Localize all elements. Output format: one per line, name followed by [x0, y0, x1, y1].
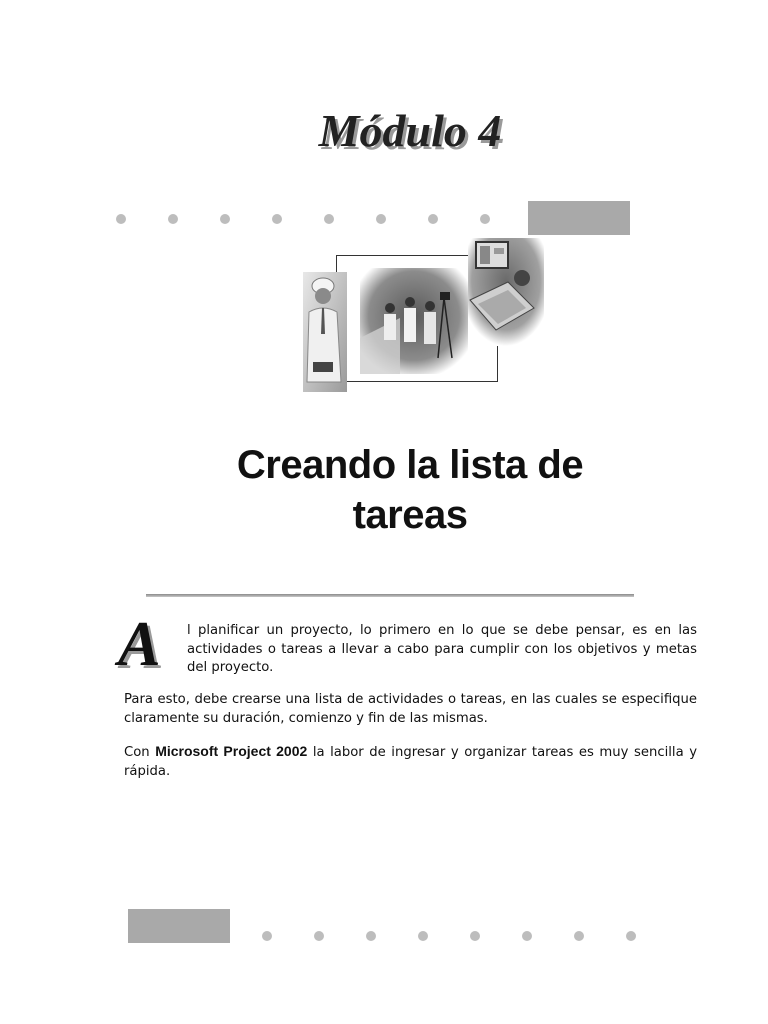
- top-gray-bar: [528, 201, 630, 235]
- chapter-heading-line2: tareas: [352, 493, 468, 537]
- paragraph-3-suffix: la labor de ingresar y organizar tareas es muy sencilla y rápida.: [124, 745, 697, 779]
- module-title: Módulo 4: [318, 105, 502, 156]
- decorative-dot: [418, 931, 428, 941]
- decorative-dot: [376, 214, 386, 224]
- decorative-dot: [522, 931, 532, 941]
- decorative-dot: [272, 214, 282, 224]
- decorative-dot: [220, 214, 230, 224]
- chapter-heading-line1: Creando la lista de: [236, 443, 584, 487]
- decorative-dot: [574, 931, 584, 941]
- decorative-dot: [324, 214, 334, 224]
- decorative-dot: [116, 214, 126, 224]
- decorative-dot: [470, 931, 480, 941]
- intro-paragraph-1: l planificar un proyecto, lo primero en lo que se debe pensar, es en las actividades o tareas a llevar a cabo para cumplir con los objetivos y metas del proyecto.: [187, 623, 697, 675]
- decorative-dot: [168, 214, 178, 224]
- decorative-dot: [480, 214, 490, 224]
- computer-workstation-photo: [468, 238, 544, 346]
- paragraph-3-prefix: Con: [124, 745, 156, 760]
- product-name: Microsoft Project 2002: [155, 743, 308, 759]
- surveying-team-photo: [360, 268, 468, 374]
- decorative-dot: [262, 931, 272, 941]
- top-dot-row: [116, 214, 496, 226]
- decorative-dot: [428, 214, 438, 224]
- drop-cap-letter: A: [118, 608, 161, 679]
- intro-paragraph-2: Para esto, debe crearse una lista de actividades o tareas, en las cuales se especifique claramente su duración, comienzo y fin de las mismas.: [124, 692, 697, 726]
- header-photo-collage: [300, 238, 545, 398]
- decorative-dot: [626, 931, 636, 941]
- section-divider: [146, 594, 634, 597]
- chapter-heading: [0, 440, 768, 540]
- decorative-dot: [314, 931, 324, 941]
- engineer-with-hardhat-photo: [303, 272, 347, 392]
- bottom-gray-bar: [128, 909, 230, 943]
- decorative-dot: [366, 931, 376, 941]
- bottom-dot-row: [262, 931, 642, 943]
- intro-paragraph-3: [124, 742, 697, 781]
